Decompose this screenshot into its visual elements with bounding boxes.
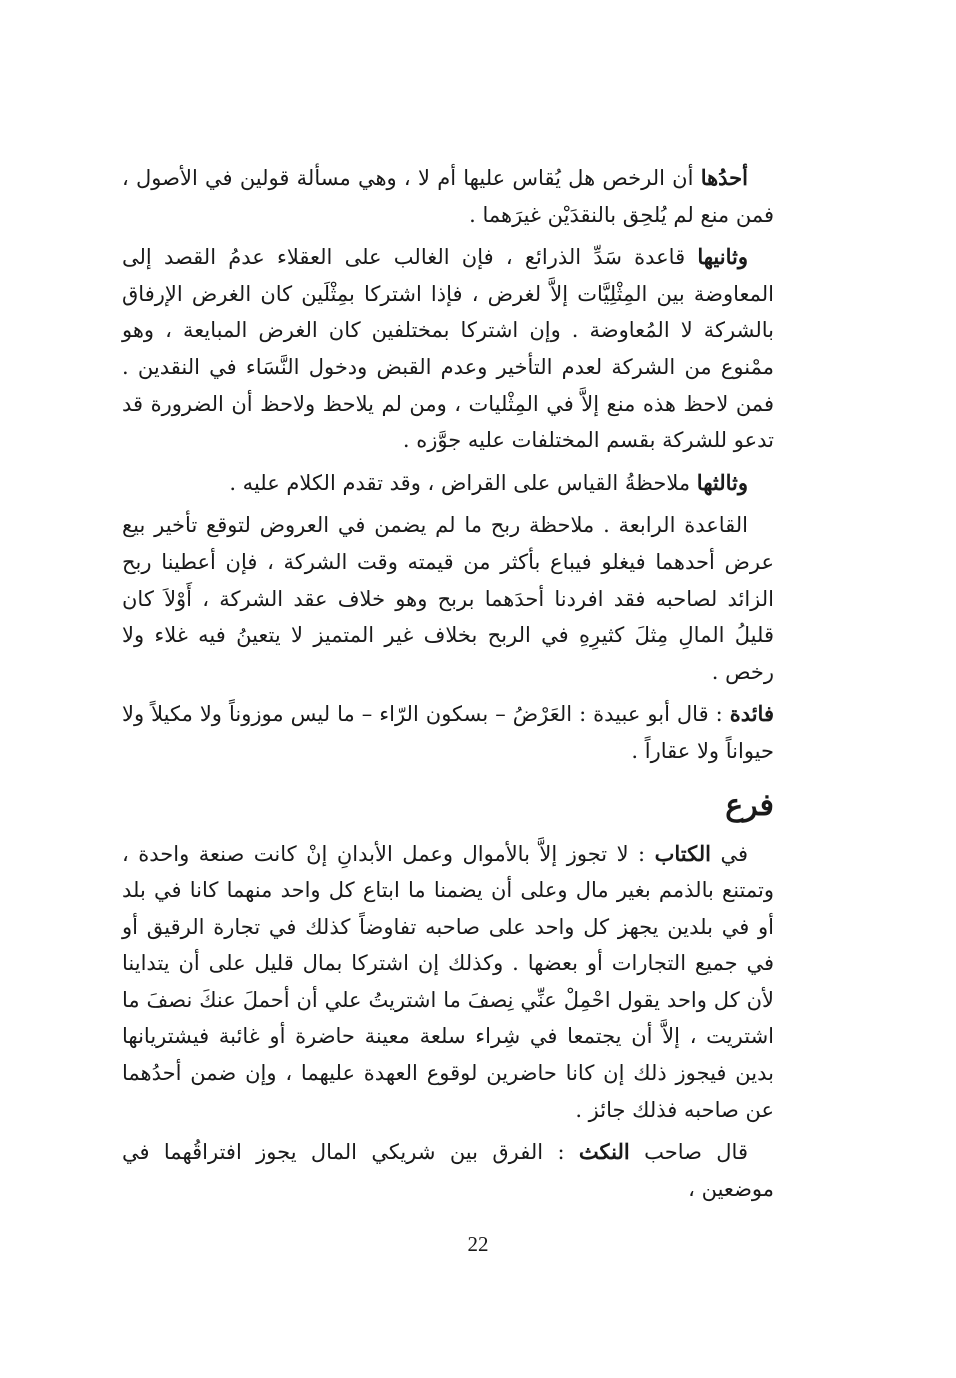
paragraph-text: أن الرخص هل يُقاس عليها أم لا ، وهي مسألة قولين في الأصول ، فمن منع لم يُلحِق بالنقدَيْن غيرَهما .: [122, 166, 774, 227]
paragraph-author-quote: [122, 1134, 774, 1207]
paragraph-lead: فائدة: [729, 701, 774, 727]
paragraph-text: : لا تجوز إلاَّ بالأموال وعمل الأبدانِ إنْ كانت صنعة واحدة ، وتمتنع بالذمم بغير مال وعلى أن يضمنا ما ابتاع كل واحد منهما كانا في بلد أو في بلدين يجهز كل واحد على صاحبه تفاوضاً كذلك في تجارة الرقيق أو في جميع التجارات أو بعضها . وكذلك إن اشتركا بمال قليل على أن يتداينا لأن كل واحد يقول احْمِلْ عنِّي نِصفَ ما اشتريتُ علي أن أحملَ عنكَ نصفَ ما اشتريت ، إلاَّ أن يجتمعا في شِراء سلعة معينة حاضرة أو غائبة فيشتريانها بدين فيجوز ذلك إن كانا حاضرين لوقوع العهدة عليهما ، وإن ضمن أحدُهما عن صاحبه فذلك جائز .: [122, 841, 774, 1122]
paragraph-lead: الكتاب: [654, 840, 711, 866]
paragraph-text: ملاحظةُ القياس على القراض ، وقد تقدم الكلام عليه .: [229, 470, 697, 495]
section-heading: فرع: [725, 787, 774, 823]
paragraph-second-reason: [122, 239, 774, 459]
paragraph-lead: النكث: [578, 1139, 630, 1165]
paragraph-book-quote: [122, 836, 774, 1129]
paragraph-third-reason: [122, 465, 774, 502]
paragraph-fourth-rule: [122, 507, 774, 690]
paragraph-prefix: قال صاحب: [629, 1140, 748, 1165]
paragraph-note: [122, 696, 774, 769]
paragraph-lead: وثالثها: [696, 469, 748, 495]
paragraph-prefix: في: [710, 841, 748, 866]
paragraph-text: قاعدة سَدِّ الذرائع ، فإن الغالب على العقلاء عدمُ القصد إلى المعاوضة بين المِثْلِيَّات إلاَّ لغرض ، فإذا اشتركا بمِثْلَين كان الغرض الإرفاق بالشركة لا المُعاوضة . وإن اشتركا بمختلفين كان الغرض المبايعة ، وهو ممْنوع من الشركة لعدم التأخير وعدم القبض ودخول النَّسَاء في النقدين . فمن لاحظ هذه منع إلاَّ في المِثْليات ، ومن لم يلاحظ ولاحظ أن الضرورة قد تدعو للشركة بقسم المختلفات عليه جوَّزه .: [122, 245, 774, 453]
paragraph-lead: وثانيها: [697, 244, 748, 270]
paragraph-first-reason: [122, 160, 774, 233]
paragraph-text: : قال أبو عبيدة : العَرْضُ – بسكون الرّاء – ما ليس موزوناً ولا مكيلاً ولا حيواناً ولا عقاراً .: [122, 702, 774, 763]
paragraph-text: : الفرق بين شريكي المال يجوز افتراقُهما في موضعين ،: [122, 1140, 774, 1201]
body-text: [122, 160, 774, 1213]
paragraph-text: القاعدة الرابعة . ملاحظة ربح ما لم يضمن في العروض لتوقع تأخير بيع عرض أحدهما فيغلو فيباع بأكثر من قيمته وقت الشركة ، فإن أعطينا ربح الزائد لصاحبه فقد افردنا أحدَهما بربح وهو خلاف عقد الشركة ، أَوْلاَ كان قليلُ المالِ مِثلَ كثيرِهِ في الربح بخلاف غير المتميز لا يتعينُ فيه غلاء ولا رخص .: [122, 513, 774, 684]
page-number: 22: [467, 1232, 489, 1256]
paragraph-lead: أحدُها: [700, 165, 748, 190]
